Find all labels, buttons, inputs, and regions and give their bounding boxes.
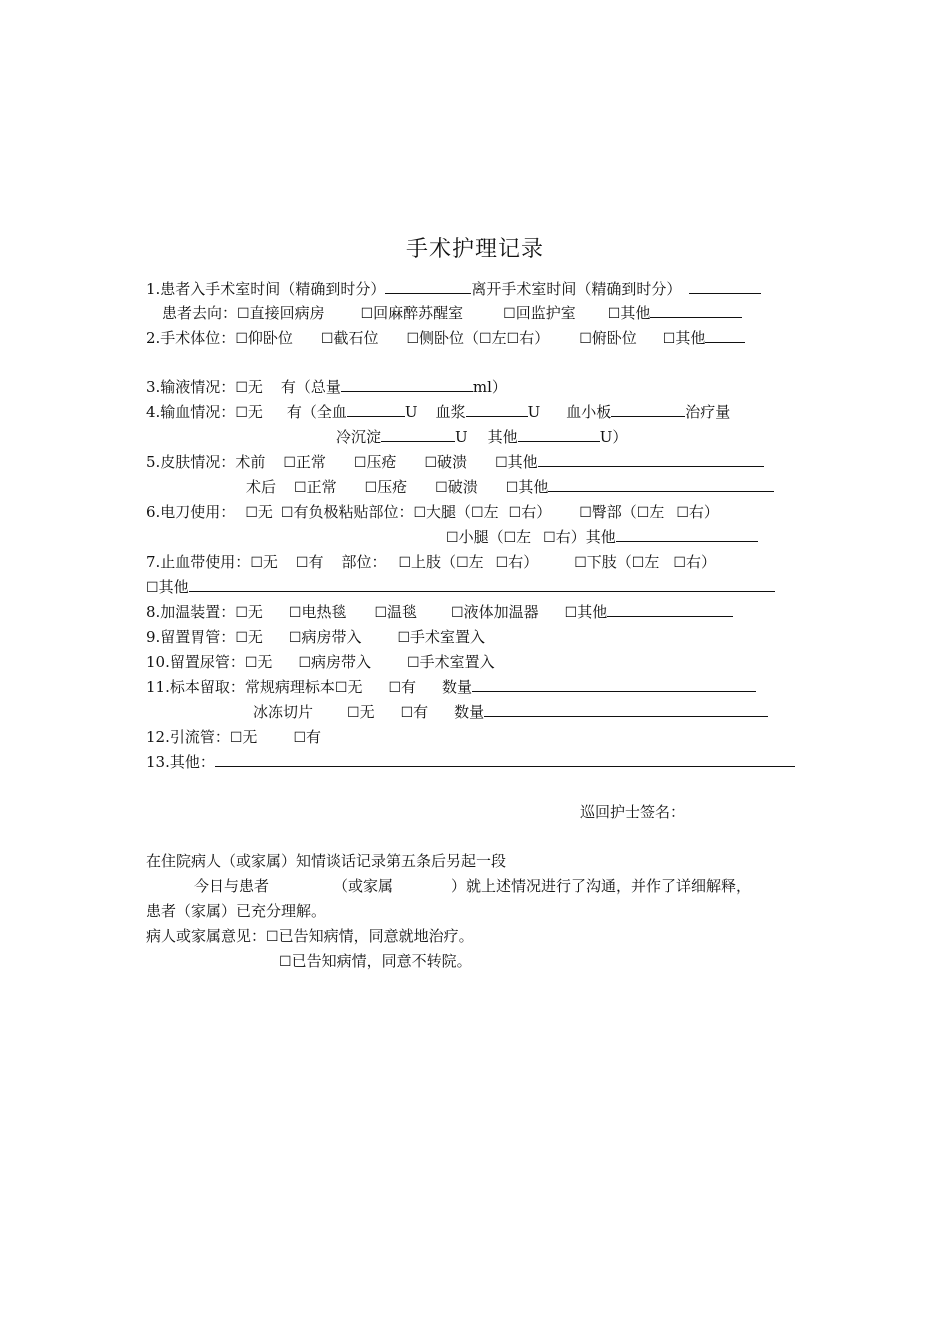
option-label: 有（总量 <box>280 378 341 396</box>
checkbox-gastric-ward[interactable]: ☐ <box>288 630 302 646</box>
checkbox-tourniquet-other[interactable]: ☐ <box>146 580 159 596</box>
opinion-label: 病人或家属意见： <box>146 927 267 945</box>
option-label: 正常 <box>295 453 326 471</box>
option-label: 破溃 <box>437 453 468 471</box>
talk-heading: 在住院病人（或家属）知情谈话记录第五条后另起一段 <box>146 852 507 870</box>
option-label: 手术室置入 <box>419 653 495 671</box>
option-label: 血小板 <box>566 403 612 421</box>
platelet-blank[interactable] <box>611 401 685 417</box>
checkbox-upper-limb[interactable]: ☐ <box>398 555 412 571</box>
plasma-blank[interactable] <box>466 401 528 417</box>
option-label: 下肢（ <box>586 553 632 571</box>
pre-op-label: 术前 <box>235 453 266 471</box>
option-label: 无 <box>247 378 263 396</box>
checkbox-post-pressure[interactable]: ☐ <box>364 480 378 496</box>
option-label: 左 <box>649 503 665 521</box>
checkbox-prone[interactable]: ☐ <box>579 331 592 347</box>
option-label: 左 <box>468 553 484 571</box>
option-label: 破溃 <box>447 478 478 496</box>
position-label: 2.手术体位： <box>146 329 236 347</box>
checkbox-recovery-room[interactable]: ☐ <box>360 306 374 322</box>
option-label: 其他 <box>518 478 549 496</box>
routine-quantity-blank[interactable] <box>472 676 756 692</box>
checkbox-urinary-none[interactable]: ☐ <box>244 655 258 671</box>
leave-time-blank[interactable] <box>689 278 761 294</box>
option-label: 截石位 <box>333 329 379 347</box>
checkbox-gastric-or[interactable]: ☐ <box>397 630 411 646</box>
checkbox-icu[interactable]: ☐ <box>503 306 516 322</box>
row-specimen-frozen <box>253 701 768 724</box>
checkbox-supine[interactable]: ☐ <box>235 331 248 347</box>
post-op-label: 术后 <box>246 478 277 496</box>
option-label: 有 <box>413 703 429 721</box>
row-gastric-tube <box>146 626 485 649</box>
checkbox-lateral[interactable]: ☐ <box>406 331 420 347</box>
checkbox-transfusion-none[interactable]: ☐ <box>235 405 248 421</box>
row-opinion-1 <box>146 925 474 948</box>
option-label: 无 <box>257 653 273 671</box>
checkbox-gastric-none[interactable]: ☐ <box>235 630 248 646</box>
option-label: 臀部（ <box>591 503 637 521</box>
unit-label: U <box>527 403 541 421</box>
checkbox-thigh-left[interactable]: ☐ <box>471 505 484 521</box>
option-label: 右） <box>519 329 550 347</box>
row-position <box>146 327 745 350</box>
option-label: 部位： <box>341 553 387 571</box>
checkbox-drainage-none[interactable]: ☐ <box>229 730 243 746</box>
checkbox-calf-right[interactable]: ☐ <box>543 530 556 546</box>
checkbox-position-other[interactable]: ☐ <box>662 331 676 347</box>
checkbox-frozen-none[interactable]: ☐ <box>347 705 360 721</box>
checkbox-thigh[interactable]: ☐ <box>413 505 427 521</box>
checkbox-routine-none[interactable]: ☐ <box>334 680 348 696</box>
drainage-label: 12.引流管： <box>146 728 230 746</box>
talk-text: 今日与患者 <box>194 877 270 895</box>
row-urinary-catheter <box>146 651 495 674</box>
checkbox-post-normal[interactable]: ☐ <box>294 480 307 496</box>
option-label: 左 <box>491 329 507 347</box>
frozen-quantity-blank[interactable] <box>484 701 768 717</box>
option-label: 右） <box>688 503 719 521</box>
checkbox-routine-has[interactable]: ☐ <box>388 680 402 696</box>
option-label: 病房带入 <box>301 628 362 646</box>
leave-time-label: 离开手术室时间（精确到时分） <box>471 280 682 298</box>
unit-label: 治疗量 <box>685 403 731 421</box>
transfusion-other-blank[interactable] <box>518 426 600 442</box>
infusion-total-blank[interactable] <box>341 376 473 392</box>
row-skin-post <box>246 476 774 499</box>
row-electrocautery-2 <box>446 526 758 549</box>
option-label: 温毯 <box>387 603 418 621</box>
checkbox-warming-other[interactable]: ☐ <box>564 605 578 621</box>
row-tourniquet-other <box>146 576 775 599</box>
row-opinion-2 <box>279 950 472 973</box>
row-warming <box>146 601 733 624</box>
checkbox-warm-blanket[interactable]: ☐ <box>374 605 388 621</box>
checkbox-thigh-right[interactable]: ☐ <box>508 505 522 521</box>
checkbox-lateral-right[interactable]: ☐ <box>506 331 520 347</box>
checkbox-pre-normal[interactable]: ☐ <box>283 455 296 471</box>
option-label: 仰卧位 <box>247 329 293 347</box>
option-label: 无 <box>242 728 258 746</box>
warming-label: 8.加温装置： <box>146 603 236 621</box>
option-label: 右） <box>521 503 552 521</box>
row-drainage <box>146 726 321 749</box>
checkbox-pre-ulcer[interactable]: ☐ <box>424 455 438 471</box>
option-label: 直接回病房 <box>249 304 325 322</box>
checkbox-tourniquet-has[interactable]: ☐ <box>295 555 309 571</box>
other-blank[interactable] <box>215 751 795 767</box>
nurse-signature: 巡回护士签名： <box>580 803 686 821</box>
checkbox-tourniquet-none[interactable]: ☐ <box>250 555 263 571</box>
checkbox-dest-other[interactable]: ☐ <box>607 306 621 322</box>
quantity-label: 数量 <box>454 703 485 721</box>
enter-time-blank[interactable] <box>385 278 471 294</box>
option-label: 回麻醉苏醒室 <box>373 304 464 322</box>
option-label: 小腿（ <box>458 528 504 546</box>
tourniquet-other-blank[interactable] <box>189 576 775 592</box>
option-label: 手术室置入 <box>410 628 486 646</box>
tourniquet-label: 7.止血带使用： <box>146 553 251 571</box>
option-label: 其他 <box>487 428 518 446</box>
option-label: 电热毯 <box>301 603 347 621</box>
checkbox-warming-none[interactable]: ☐ <box>235 605 248 621</box>
option-label: 无 <box>359 703 375 721</box>
checkbox-hip-left[interactable]: ☐ <box>636 505 650 521</box>
electrocautery-label: 6.电刀使用： <box>146 503 236 521</box>
urinary-catheter-label: 10.留置尿管： <box>146 653 245 671</box>
checkbox-electric-blanket[interactable]: ☐ <box>288 605 302 621</box>
dest-other-blank[interactable] <box>650 302 742 318</box>
option-label: 冷沉淀 <box>336 428 382 446</box>
checkbox-lower-right[interactable]: ☐ <box>673 555 686 571</box>
destination-label: 患者去向： <box>162 304 238 322</box>
unit-label: U <box>455 428 468 446</box>
checkbox-urinary-ward[interactable]: ☐ <box>298 655 311 671</box>
checkbox-lithotomy[interactable]: ☐ <box>320 331 334 347</box>
option-label: 上肢（ <box>411 553 457 571</box>
option-label: 俯卧位 <box>591 329 637 347</box>
option-label: 其他 <box>620 304 651 322</box>
row-skin-pre <box>146 451 764 474</box>
unit-label: U） <box>599 428 628 446</box>
checkbox-hip[interactable]: ☐ <box>579 505 592 521</box>
option-label: 液体加温器 <box>463 603 539 621</box>
routine-pathology-label: 常规病理标本 <box>244 678 335 696</box>
option-label: 病房带入 <box>311 653 372 671</box>
checkbox-fluid-warmer[interactable]: ☐ <box>451 605 464 621</box>
option-label: 侧卧位（ <box>419 329 480 347</box>
option-label: 无 <box>347 678 363 696</box>
checkbox-post-other[interactable]: ☐ <box>505 480 519 496</box>
checkbox-pre-other[interactable]: ☐ <box>495 455 508 471</box>
option-label: 右） <box>685 553 716 571</box>
skin-label: 5.皮肤情况： <box>146 453 236 471</box>
option-label: 压疮 <box>366 453 397 471</box>
option-label: 有 <box>308 553 324 571</box>
checkbox-lower-limb[interactable]: ☐ <box>574 555 587 571</box>
checkbox-post-ulcer[interactable]: ☐ <box>435 480 448 496</box>
talk-text: ）就上述情况进行了沟通，并作了详细解释， <box>451 877 752 895</box>
checkbox-no-transfer[interactable]: ☐ <box>279 954 292 970</box>
checkbox-upper-right[interactable]: ☐ <box>495 555 509 571</box>
row-transfusion <box>146 401 730 424</box>
checkbox-calf[interactable]: ☐ <box>446 530 459 546</box>
other-label: 13.其他： <box>146 753 215 771</box>
quantity-label: 数量 <box>442 678 473 696</box>
row-destination <box>162 302 742 325</box>
enter-time-label: 1.患者入手术室时间（精确到时分） <box>146 280 386 298</box>
specimen-label: 11.标本留取： <box>146 678 245 696</box>
option-label: 回监护室 <box>515 304 576 322</box>
unit-label: ml） <box>472 378 507 396</box>
post-other-blank[interactable] <box>548 476 774 492</box>
cautery-other-blank[interactable] <box>616 526 758 542</box>
talk-paragraph-2: 患者（家属）已充分理解。 <box>146 902 327 920</box>
position-other-blank[interactable] <box>705 327 745 343</box>
option-label: 左 <box>516 528 532 546</box>
option-label: 大腿（ <box>426 503 472 521</box>
checkbox-lower-left[interactable]: ☐ <box>631 555 645 571</box>
option-label: 其他 <box>507 453 538 471</box>
option-label: 无 <box>247 628 263 646</box>
checkbox-cautery-none[interactable]: ☐ <box>245 505 258 521</box>
checkbox-lateral-left[interactable]: ☐ <box>479 331 492 347</box>
option-label: 右） <box>508 553 539 571</box>
option-label: 左 <box>644 553 660 571</box>
talk-text: （或家属 <box>333 877 394 895</box>
cryo-blank[interactable] <box>381 426 455 442</box>
checkbox-calf-left[interactable]: ☐ <box>503 530 517 546</box>
transfusion-label: 4.输血情况： <box>146 403 236 421</box>
option-label: 左 <box>483 503 499 521</box>
row-tourniquet <box>146 551 716 574</box>
checkbox-hip-right[interactable]: ☐ <box>676 505 689 521</box>
option-label: 有负极粘贴部位： <box>293 503 414 521</box>
row-enter-leave-time <box>146 278 761 300</box>
row-other <box>146 751 795 773</box>
checkbox-frozen-has[interactable]: ☐ <box>400 705 414 721</box>
option-label: 有 <box>306 728 322 746</box>
gastric-tube-label: 9.留置胃管： <box>146 628 236 646</box>
option-label: 无 <box>262 553 278 571</box>
option-label: 有（全血 <box>286 403 347 421</box>
row-transfusion-2 <box>336 426 627 448</box>
unit-label: U <box>404 403 418 421</box>
checkbox-cautery-has[interactable]: ☐ <box>280 505 294 521</box>
infusion-label: 3.输液情况： <box>146 378 236 396</box>
frozen-section-label: 冰冻切片 <box>253 703 314 721</box>
checkbox-pre-pressure[interactable]: ☐ <box>353 455 367 471</box>
whole-blood-blank[interactable] <box>347 401 405 417</box>
checkbox-infusion-none[interactable]: ☐ <box>235 380 248 396</box>
row-electrocautery <box>146 501 719 524</box>
option-label: 无 <box>247 603 263 621</box>
checkbox-upper-left[interactable]: ☐ <box>456 555 469 571</box>
checkbox-treat-locally[interactable]: ☐ <box>266 929 279 945</box>
option-label: 血浆 <box>435 403 466 421</box>
option-label: 右）其他 <box>555 528 616 546</box>
option-label: 其他 <box>675 329 706 347</box>
option-label: 有 <box>401 678 417 696</box>
option-label: 正常 <box>306 478 337 496</box>
row-specimen-routine <box>146 676 756 699</box>
checkbox-urinary-or[interactable]: ☐ <box>407 655 420 671</box>
option-label: 已告知病情，同意就地治疗。 <box>278 927 474 945</box>
pre-other-blank[interactable] <box>538 451 764 467</box>
option-label: 其他 <box>577 603 608 621</box>
checkbox-drainage-has[interactable]: ☐ <box>293 730 306 746</box>
row-infusion <box>146 376 507 399</box>
option-label: 其他 <box>158 578 189 596</box>
page-title: 手术护理记录 <box>405 237 544 262</box>
checkbox-ward[interactable]: ☐ <box>237 306 250 322</box>
talk-paragraph-1 <box>194 875 751 897</box>
option-label: 已告知病情，同意不转院。 <box>291 952 472 970</box>
warming-other-blank[interactable] <box>607 601 733 617</box>
option-label: 无 <box>247 403 263 421</box>
option-label: 压疮 <box>377 478 408 496</box>
option-label: 无 <box>257 503 273 521</box>
